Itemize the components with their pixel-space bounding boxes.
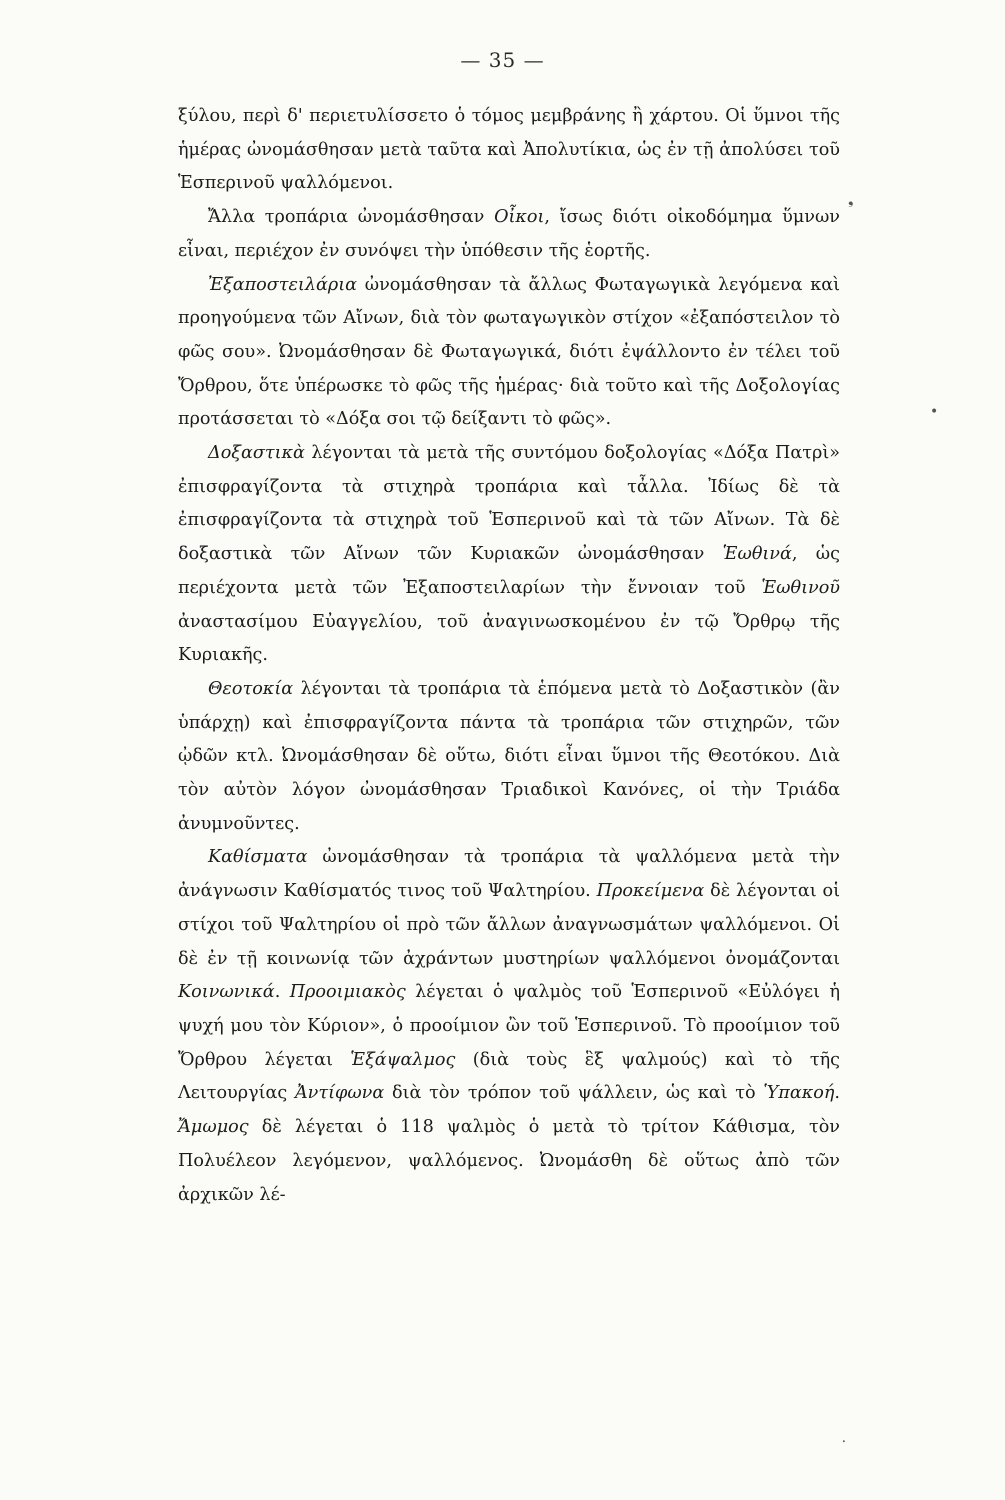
body-text bbox=[178, 100, 840, 1212]
term-italic: Προοιμιακὸς bbox=[289, 982, 406, 1003]
text-segment: δὲ λέγονται οἱ στίχοι τοῦ Ψαλτηρίου οἱ πρὸ τῶν ἄλλων ἀναγνωσμάτων ψαλλόμενοι. Οἱ δὲ ἐν τῇ κοινωνίᾳ τῶν ἀχράντων μυστηρίων ψαλλόμενοι ὀνομάζονται bbox=[178, 881, 840, 969]
paragraph bbox=[178, 100, 840, 201]
term-italic: Δοξαστικὰ bbox=[208, 443, 305, 464]
paragraph bbox=[178, 437, 840, 673]
text-segment: . bbox=[274, 982, 290, 1003]
term-italic: Ἐξαποστειλάρια bbox=[208, 274, 357, 295]
term-italic: Ἀντίφωνα bbox=[294, 1083, 385, 1104]
stray-mark: ⸱ bbox=[842, 1434, 846, 1450]
paragraph bbox=[178, 673, 840, 842]
text-segment: λέγονται τὰ μετὰ τῆς συντόμου δοξολογίας «Δόξα Πατρὶ» ἐπισφραγίζοντα τὰ στιχηρὰ τροπάρια καὶ τἆλλα. Ἰδίως δὲ τὰ ἐπισφραγίζοντα τὰ στιχηρὰ τοῦ Ἑσπερινοῦ καὶ τὰ τῶν Αἴνων. Τὰ δὲ δοξαστικὰ τῶν Αἴνων τῶν Κυριακῶν ὠνομάσθησαν bbox=[178, 443, 840, 565]
stray-mark: • bbox=[930, 404, 939, 420]
term-italic: Προκείμενα bbox=[596, 881, 705, 902]
text-segment: , ἴσως διότι οἰκοδόμημα ὕμνων εἶναι, περιέχον ἐν συνόψει τὴν ὑπόθεσιν τῆς ἑορτῆς. bbox=[178, 207, 840, 261]
text-segment: λέγεται ὁ ψαλμὸς τοῦ Ἑσπερινοῦ «Εὐλόγει ἡ ψυχή μου τὸν Κύριον», ὁ προοίμιον ὢν τοῦ Ἑσπερινοῦ. Τὸ προοίμιον τοῦ Ὄρθρου λέγεται bbox=[178, 982, 840, 1070]
text-segment: διὰ τὸν τρόπον τοῦ ψάλλειν, ὡς καὶ τὸ bbox=[384, 1083, 764, 1104]
text-segment: λέγονται τὰ τροπάρια τὰ ἑπόμενα μετὰ τὸ Δοξαστικὸν (ἂν ὑπάρχῃ) καὶ ἐπισφραγίζοντα πάντα τὰ τροπάρια τῶν στιχηρῶν, τῶν ᾠδῶν κτλ. Ὠνομάσθησαν δὲ οὕτω, διότι εἶναι ὕμνοι τῆς Θεοτόκου. Διὰ τὸν αὐτὸν λόγον ὠνομάσθησαν Τριαδικοὶ Κανόνες, οἱ τὴν Τριάδα ἀνυμνοῦντες. bbox=[178, 678, 840, 834]
term-italic: Καθίσματα bbox=[208, 847, 308, 868]
text-segment: ὠνομάσθησαν τὰ τροπάρια τὰ ψαλλόμενα μετὰ τὴν ἀνάγνωσιν Καθίσματός τινος τοῦ Ψαλτηρίου. bbox=[178, 847, 840, 902]
text-segment: δὲ λέγεται ὁ 118 ψαλμὸς ὁ μετὰ τὸ τρίτον Κάθισμα, τὸν Πολυέλεον λεγόμενον, ψαλλόμενος. Ὠνομάσθη δὲ οὕτως ἀπὸ τῶν ἀρχικῶν λέ- bbox=[178, 1117, 840, 1205]
term-italic: Ἑξάψαλμος bbox=[350, 1049, 456, 1070]
paragraph bbox=[178, 269, 840, 438]
text-segment: , ὡς περιέχοντα μετὰ τῶν Ἐξαποστειλαρίων τὴν ἔννοιαν τοῦ bbox=[178, 544, 840, 598]
term-italic: Ὑπακοή bbox=[763, 1083, 835, 1104]
term-italic: Ἑωθινοῦ bbox=[761, 577, 840, 598]
text-segment: ξύλου, περὶ δ' περιετυλίσσετο ὁ τόμος μεμβράνης ἢ χάρτου. Οἱ ὕμνοι τῆς ἡμέρας ὠνομάσθησαν μετὰ ταῦτα καὶ Ἀπολυτίκια, ὡς ἐν τῇ ἀπολύσει τοῦ Ἑσπερινοῦ ψαλλόμενοι. bbox=[178, 106, 840, 194]
term-italic: Οἶκοι bbox=[494, 207, 545, 228]
paragraph bbox=[178, 201, 840, 268]
page-number: — 35 — bbox=[460, 48, 545, 72]
stray-mark: ❟ bbox=[848, 192, 854, 208]
paragraph bbox=[178, 841, 840, 1212]
term-italic: Ἄμωμος bbox=[178, 1117, 249, 1138]
text-segment: Ἄλλα τροπάρια ὠνομάσθησαν bbox=[208, 207, 495, 228]
term-italic: Θεοτοκία bbox=[208, 678, 294, 699]
text-segment: ὠνομάσθησαν τὰ ἄλλως Φωταγωγικὰ λεγόμενα καὶ προηγούμενα τῶν Αἴνων, διὰ τὸν φωταγωγικὸν στίχον «ἐξαπόστειλον τὸ φῶς σου». Ὠνομάσθησαν δὲ Φωταγωγικά, διότι ἐψάλλοντο ἐν τέλει τοῦ Ὄρθρου, ὅτε ὑπέρωσκε τὸ φῶς τῆς ἡμέρας· διὰ τοῦτο καὶ τῆς Δοξολογίας προτάσσεται τὸ «Δόξα σοι τῷ δείξαντι τὸ φῶς». bbox=[178, 274, 840, 430]
text-segment: . bbox=[834, 1083, 840, 1104]
term-italic: Ἑωθινά bbox=[722, 544, 792, 565]
text-segment: ἀναστασίμου Εὐαγγελίου, τοῦ ἀναγινωσκομένου ἐν τῷ Ὄρθρῳ τῆς Κυριακῆς. bbox=[178, 611, 840, 666]
text-segment: (διὰ τοὺς ἓξ ψαλμούς) καὶ τὸ τῆς Λειτουργίας bbox=[178, 1049, 840, 1104]
term-italic: Κοινωνικά bbox=[178, 982, 275, 1003]
